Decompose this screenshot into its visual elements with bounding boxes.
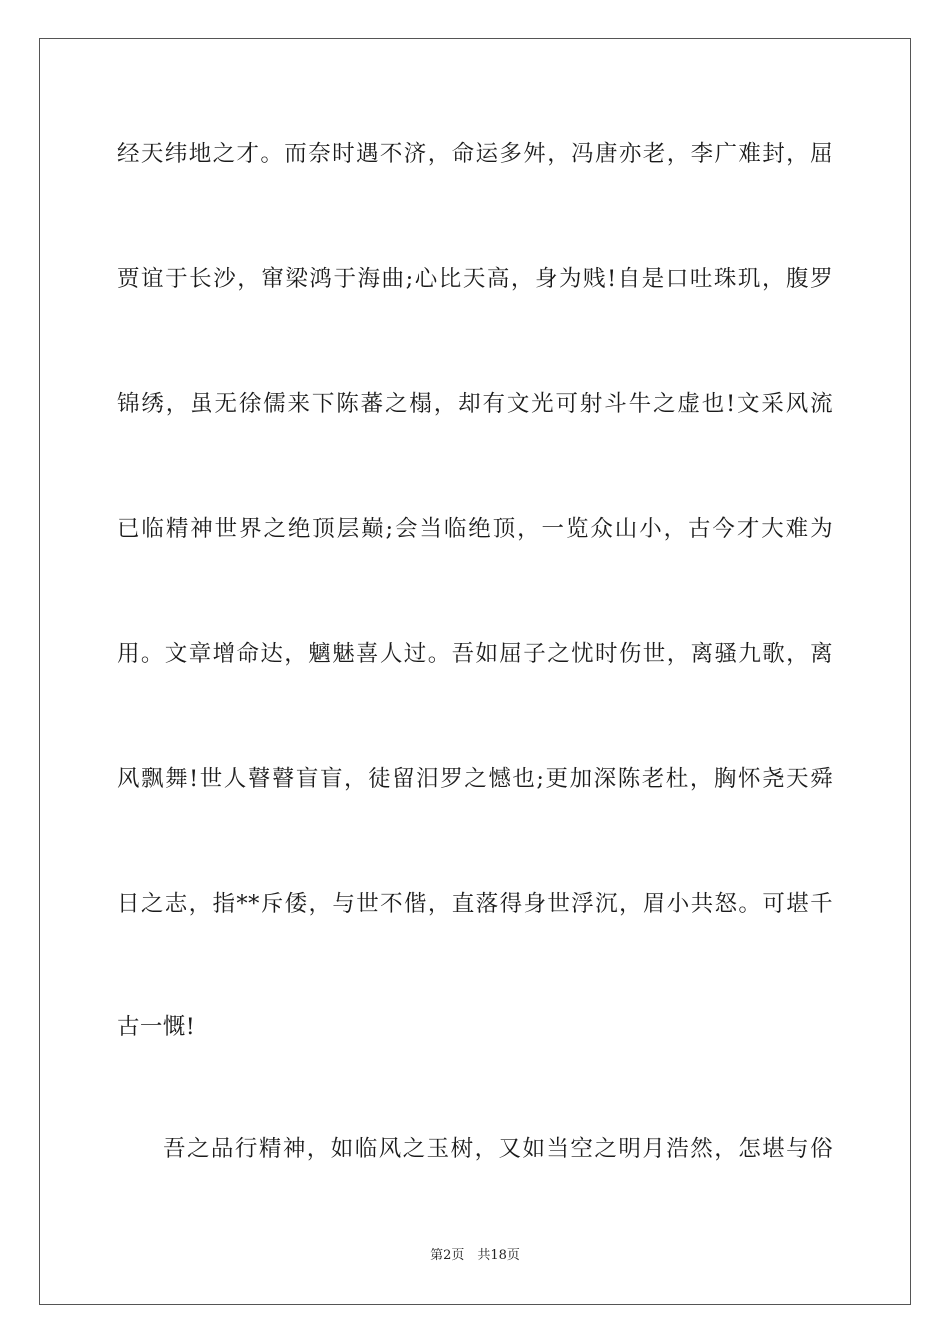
page-border	[39, 38, 911, 1305]
text-line: 风飘舞!世人瞽瞽盲盲，徒留汨罗之憾也;更加深陈老杜，胸怀尧天舜	[117, 766, 833, 792]
text-line: 已临精神世界之绝顶层巅;会当临绝顶，一览众山小，古今才大难为	[117, 516, 833, 542]
text-line: 用。文章增命达，魑魅喜人过。吾如屈子之忧时伤世，离骚九歌，离	[117, 641, 833, 667]
page-number-footer: 第2页 共18页	[430, 1248, 520, 1263]
text-line: 吾之品行精神，如临风之玉树，又如当空之明月浩然，怎堪与俗	[163, 1136, 833, 1162]
text-line: 日之志，指**斥倭，与世不偕，直落得身世浮沉，眉小共怒。可堪千	[117, 891, 833, 917]
text-line: 锦绣，虽无徐儒来下陈蕃之榻，却有文光可射斗牛之虚也!文采风流	[117, 391, 833, 417]
text-line: 经天纬地之才。而奈时遇不济，命运多舛，冯唐亦老，李广难封，屈	[117, 141, 833, 167]
text-line: 古一慨!	[117, 1014, 196, 1040]
text-line: 贾谊于长沙，窜梁鸿于海曲;心比天高，身为贱!自是口吐珠玑，腹罗	[117, 266, 833, 292]
